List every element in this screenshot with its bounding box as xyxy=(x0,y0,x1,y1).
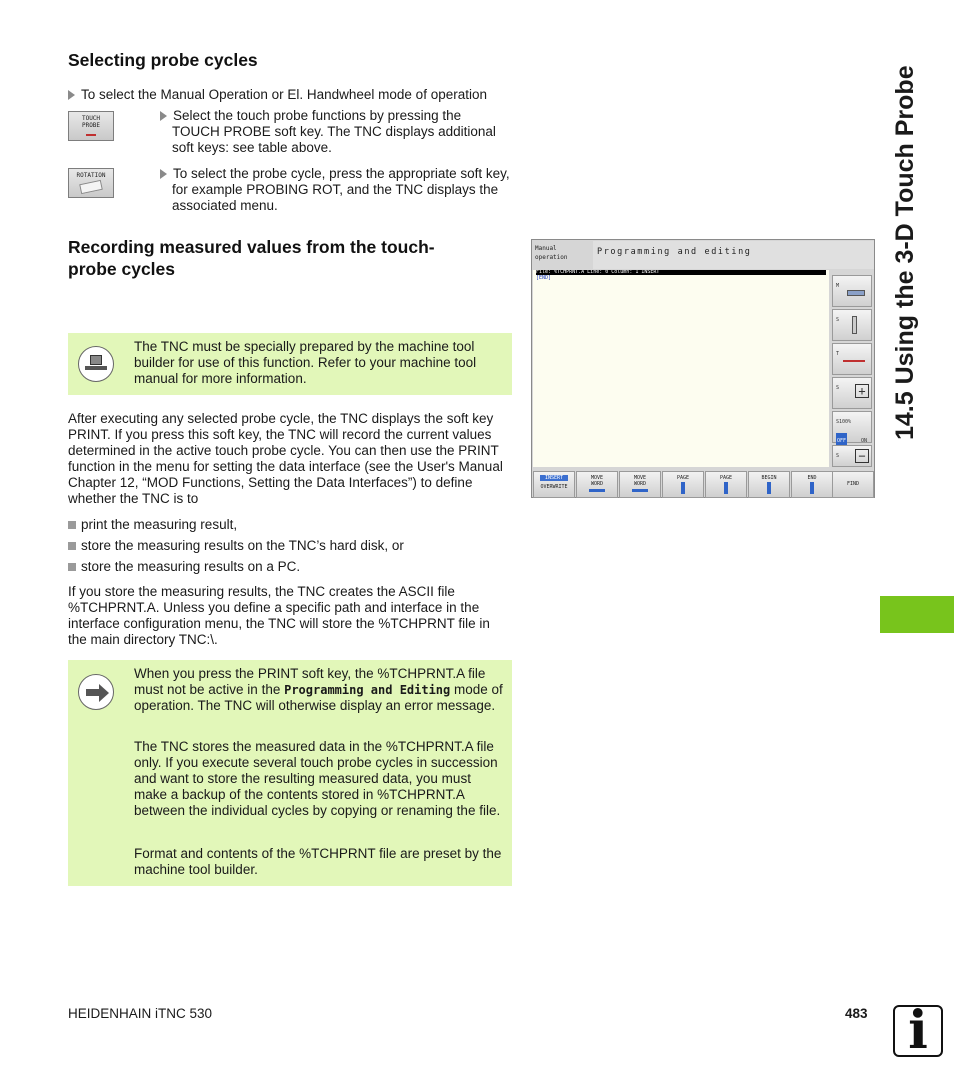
probe-icon xyxy=(86,130,96,136)
softkey-move-word-left[interactable]: MOVE WORD xyxy=(619,471,661,498)
softkey-move-word-right[interactable]: MOVE WORD xyxy=(576,471,618,498)
page-number: 483 xyxy=(845,1006,868,1021)
arrow-right-icon xyxy=(589,489,605,492)
softkey-page-down[interactable]: PAGE xyxy=(705,471,747,498)
arrow-right-icon xyxy=(78,674,114,710)
step2-text: To select the probe cycle, press the appropriate soft key, for example PROBING ROT, and the TNC displays the associated menu. xyxy=(160,166,512,214)
side-key-minus[interactable]: S − xyxy=(832,445,872,467)
arrow-up-icon xyxy=(767,482,771,494)
bullet-2: store the measuring results on the TNC’s hard disk, or xyxy=(68,538,404,554)
intro-step: To select the Manual Operation or El. Handwheel mode of operation xyxy=(68,87,518,103)
arrow-up-icon xyxy=(681,482,685,494)
machine-note-box: The TNC must be specially prepared by the machine tool builder for use of this function. Refer to your machine tool manual for more information. xyxy=(68,333,512,395)
operating-mode: Manual operation xyxy=(535,245,568,261)
arrow-bullet-icon xyxy=(160,169,167,179)
info-icon: i xyxy=(893,1005,943,1057)
tnc-screenshot xyxy=(531,239,875,498)
chapter-tab-marker xyxy=(880,596,954,633)
section-heading-recording: Recording measured values from the touch- probe cycles xyxy=(68,237,435,279)
rotation-icon xyxy=(79,180,103,194)
arrow-down-icon xyxy=(724,482,728,494)
warning-note-box: When you press the PRINT soft key, the %TCHPRNT.A file must not be active in the Programming and Editing mode of operation. The TNC will otherwise display an error message. The TNC stores the measured data in the %TCHPRNT.A file only. If you execute several touch probe cycles in succession and want to store the resulting measured data, you must make a backup of the contents stored in %TCHPRNT.A between the individual cycles by copying or renaming the file. Format and contents of the %TCHPRNT file are preset by the machine tool builder. xyxy=(68,660,512,886)
side-key-spindle[interactable]: S100% OFF ON xyxy=(832,411,872,443)
section-heading-selecting: Selecting probe cycles xyxy=(68,50,258,70)
touch-probe-softkey[interactable]: TOUCH PROBE xyxy=(68,111,114,141)
side-key-s[interactable]: S xyxy=(832,309,872,341)
arrow-left-icon xyxy=(632,489,648,492)
bullet-1: print the measuring result, xyxy=(68,517,237,533)
machine-tool-icon xyxy=(78,346,114,382)
chapter-title: 14.5 Using the 3-D Touch Probe xyxy=(891,65,919,440)
softkey-find[interactable]: FIND xyxy=(832,471,874,498)
end-marker: [END] xyxy=(536,275,552,281)
side-key-plus[interactable]: S + xyxy=(832,377,872,409)
softkey-insert[interactable]: INSERT OVERWRITE xyxy=(533,471,575,498)
minus-icon: − xyxy=(855,449,869,463)
softkey-end[interactable]: END xyxy=(791,471,833,498)
arrow-down-icon xyxy=(810,482,814,494)
softkey-begin[interactable]: BEGIN xyxy=(748,471,790,498)
arrow-bullet-icon xyxy=(160,111,167,121)
side-softkeys xyxy=(830,270,874,467)
screen-header: Programming and editing xyxy=(593,241,874,269)
file-status-line: File: %TCHPRNT.A Line: 0 Column: 1 INSERT xyxy=(536,270,826,275)
arrow-bullet-icon xyxy=(68,90,75,100)
editor-area[interactable] xyxy=(533,270,829,467)
bullet-3: store the measuring results on a PC. xyxy=(68,559,300,575)
side-key-m[interactable]: M xyxy=(832,275,872,307)
softkey-page-up[interactable]: PAGE xyxy=(662,471,704,498)
step1-text: Select the touch probe functions by pressing the TOUCH PROBE soft key. The TNC displays additional soft keys: see table above. xyxy=(160,108,512,156)
footer-manual-name: HEIDENHAIN iTNC 530 xyxy=(68,1006,213,1021)
paragraph-print: After executing any selected probe cycle, the TNC displays the soft key PRINT. If you press this soft key, the TNC will record the current values determined in the active touch probe cycle. You can then use the PRINT function in the menu for setting the data interface (see the User's Manual Chapter 12, “MOD Functions, Setting the Data Interfaces”) to define whether the TNC is to xyxy=(68,411,503,506)
paragraph-store: If you store the measuring results, the TNC creates the ASCII file %TCHPRNT.A. Unless you define a specific path and interface in the interface configuration menu, the TNC will store the %TCHPRNT file in the main directory TNC:\. xyxy=(68,584,490,647)
plus-icon: + xyxy=(855,384,869,398)
side-key-t[interactable]: T xyxy=(832,343,872,375)
rotation-softkey[interactable]: ROTATION xyxy=(68,168,114,198)
